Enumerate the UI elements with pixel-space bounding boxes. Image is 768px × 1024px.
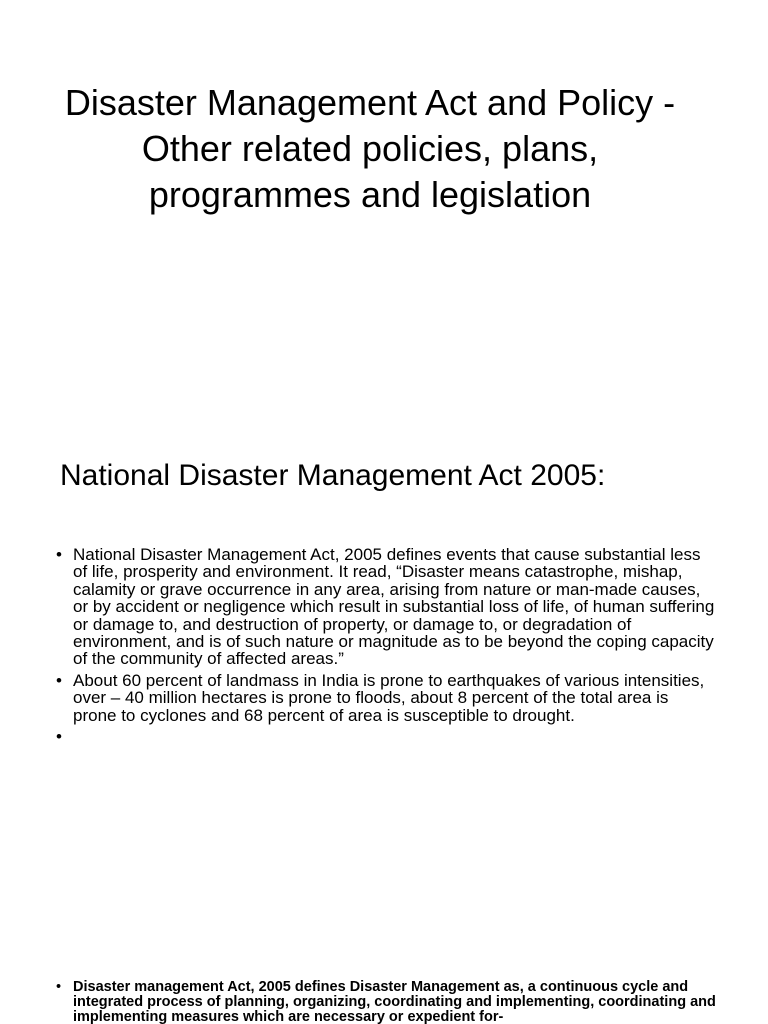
bullet-dot: • — [56, 727, 62, 747]
bullet-dot: • — [56, 670, 62, 690]
bullet-item — [56, 672, 716, 724]
bullet-text: Disaster management Act, 2005 defines Disaster Management as, a continuous cycle and integrated process of planning, organizing, coordinating and implementing, coordinating and implementing measures which are necessary or expedient for- — [73, 979, 716, 1024]
slide-title-heading: Disaster Management Act and Policy - Other related policies, plans, programmes and legislation — [64, 82, 676, 215]
bullet-dot: • — [56, 545, 62, 564]
slide-ndma-2005 — [0, 410, 768, 970]
slide-disaster-management-definition — [0, 970, 768, 1024]
slide-title — [0, 0, 768, 410]
bullet-text: National Disaster Management Act, 2005 defines events that cause substantial less of life, prosperity and environment. It read, “Disaster means catastrophe, mishap, calamity or grave occurrence in any area, arising from nature or man-made causes, or by accident or negligence which result in substantial loss of life, of human suffering or damage to, and destruction of property, or damage to, or degradation of environment, and is of such nature or magnitude as to be beyond the coping capacity of the community of affected areas.” — [73, 545, 715, 669]
bullet-list — [56, 546, 716, 750]
bullet-text: About 60 percent of landmass in India is prone to earthquakes of various intensities, over – 40 million hectares is prone to floods, about 8 percent of the total area is prone to cyclones and 68 percent of area is susceptible to drought. — [73, 670, 705, 725]
bullet-item — [56, 980, 746, 1024]
bullet-list — [56, 980, 746, 1024]
slide-heading: National Disaster Management Act 2005: — [60, 459, 606, 492]
bullet-item — [56, 546, 716, 668]
bullet-item-empty — [56, 728, 716, 746]
bullet-dot: • — [56, 979, 62, 995]
